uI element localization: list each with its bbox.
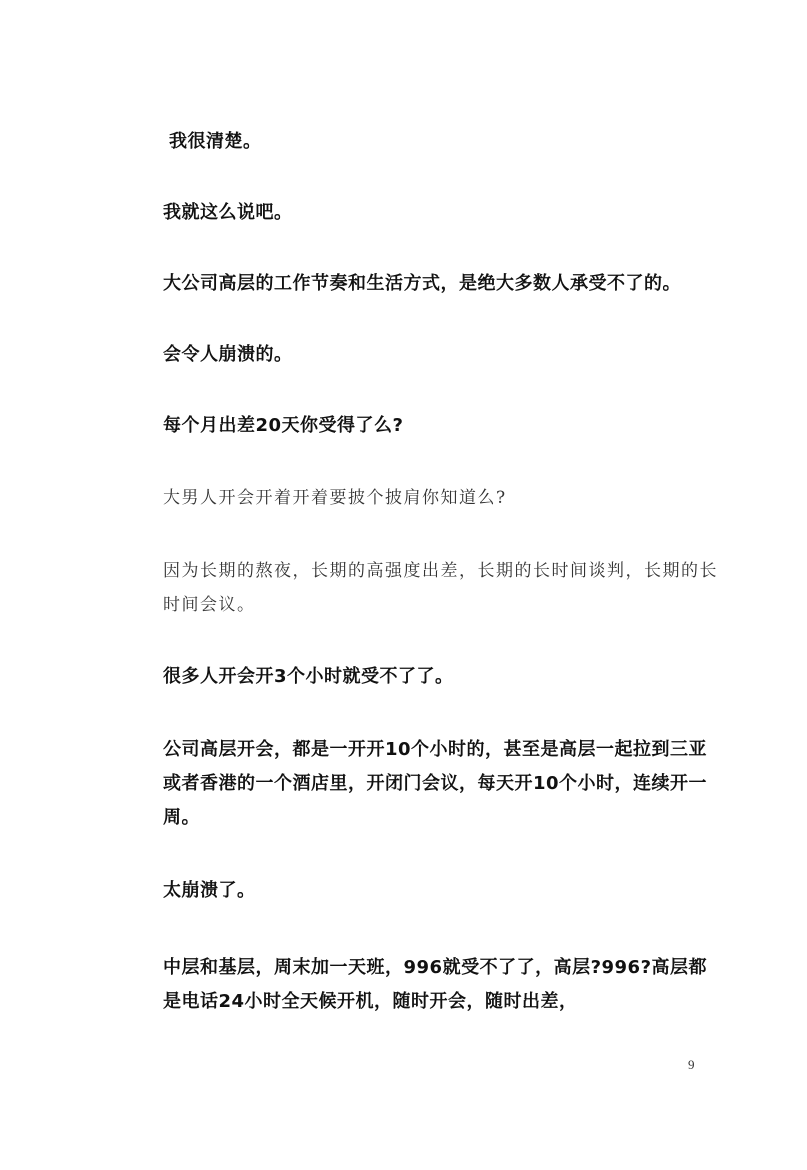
paragraph-7: 因为长期的熬夜，长期的高强度出差，长期的长时间谈判，长期的长时间会议。 — [163, 561, 718, 615]
paragraph-9: 公司高层开会，都是一开开10个小时的，甚至是高层一起拉到三亚或者香港的一个酒店里，开闭门会议，每天开10个小时，连续开一周。 — [163, 739, 708, 828]
paragraph-4: 会令人崩溃的。 — [163, 344, 293, 365]
paragraph-3: 大公司高层的工作节奏和生活方式，是绝大多数人承受不了的。 — [163, 273, 681, 294]
page-number: 9 — [688, 1057, 695, 1072]
paragraph-5: 每个月出差20天你受得了么? — [163, 415, 404, 436]
paragraph-11: 中层和基层，周末加一天班，996就受不了了，高层?996?高层都是电话24小时全天候开机，随时开会，随时出差， — [163, 957, 708, 1012]
paragraph-2: 我就这么说吧。 — [163, 202, 293, 223]
paragraph-8: 很多人开会开3个小时就受不了了。 — [163, 666, 454, 687]
paragraph-1: 我很清楚。 — [169, 131, 262, 152]
paragraph-6: 大男人开会开着开着要披个披肩你知道么? — [163, 488, 507, 508]
paragraph-10: 太崩溃了。 — [163, 880, 256, 901]
